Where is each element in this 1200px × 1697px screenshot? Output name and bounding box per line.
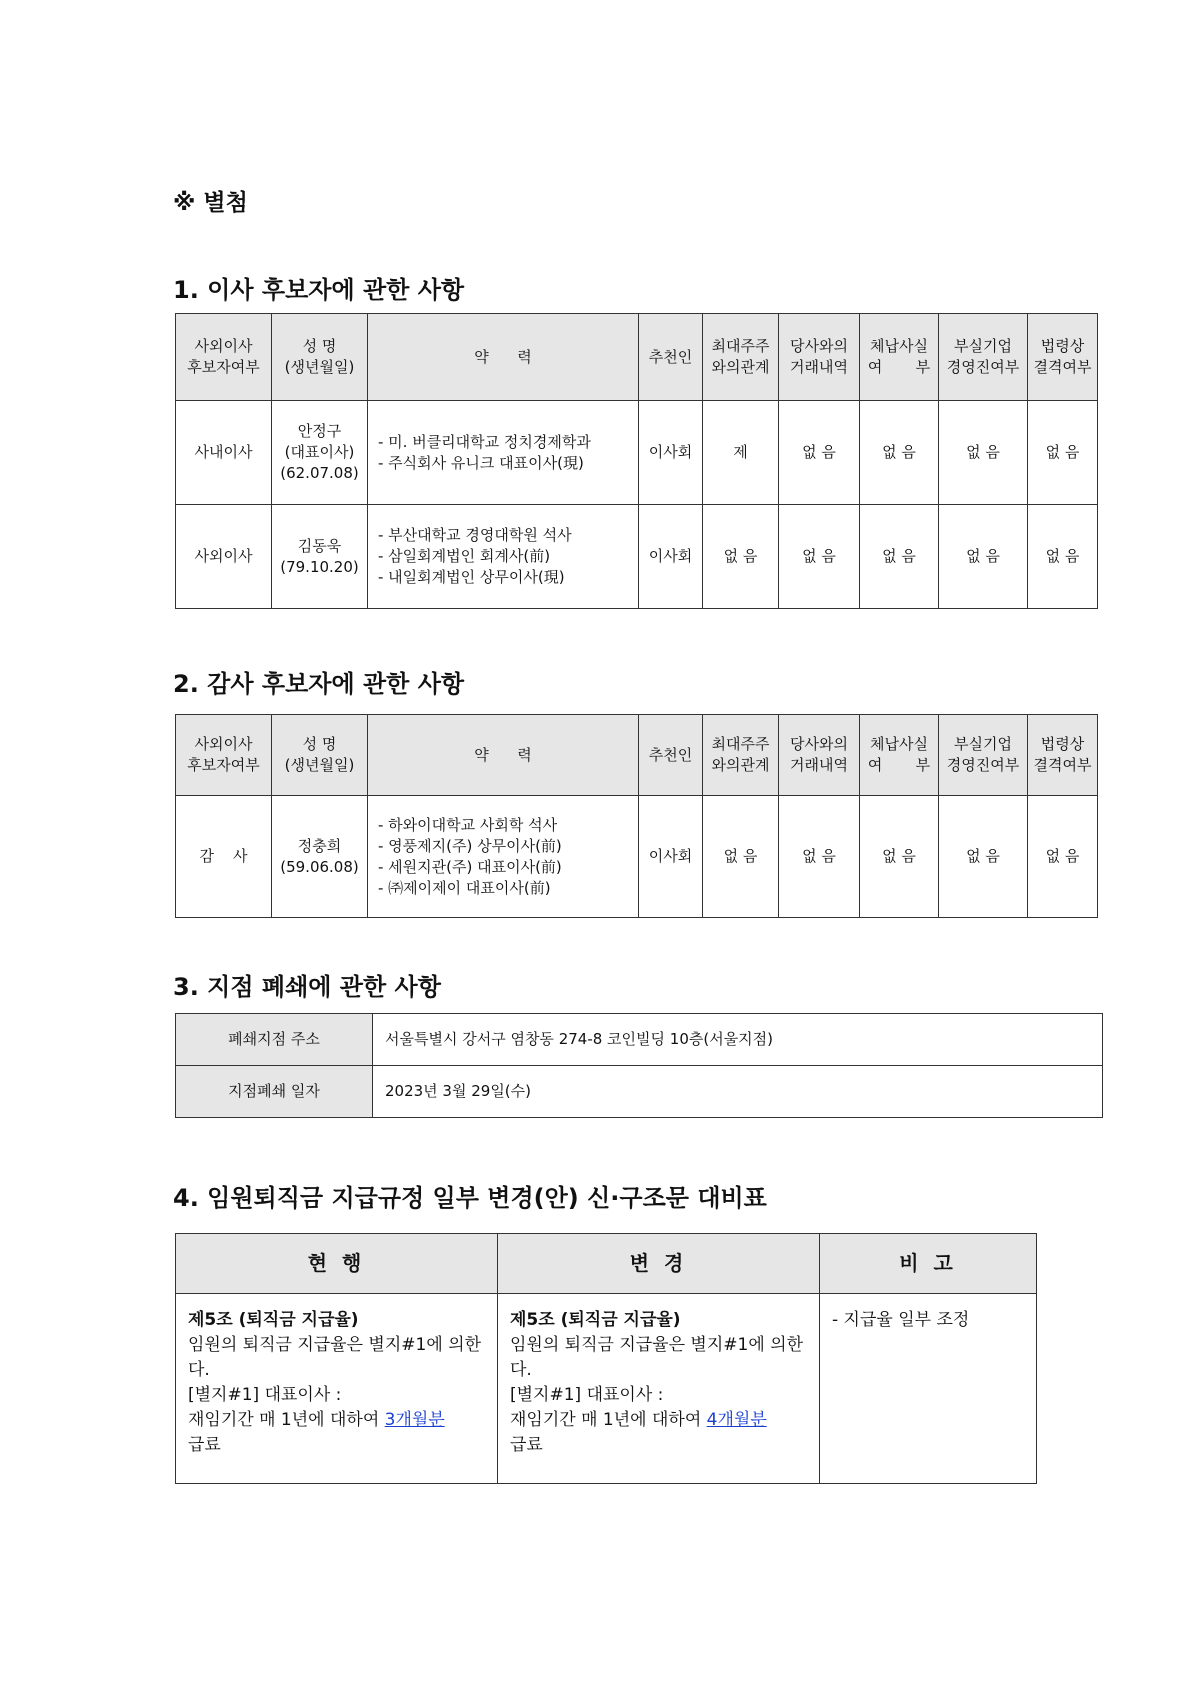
header-insolvent: 부실기업 경영진여부 [939,715,1028,796]
branch-address-value: 서울특별시 강서구 염창동 274-8 코인빌딩 10층(서울지점) [373,1014,1103,1066]
changed-value: 4개월분 [706,1410,767,1430]
header-arrears: 체납사실 여 부 [860,314,939,401]
article-title: 제5조 (퇴직금 지급율) [188,1310,359,1330]
clause-text: [별지#1] 대표이사 : [510,1385,664,1405]
candidate-type: 감 사 [176,796,272,918]
article-title: 제5조 (퇴직금 지급율) [510,1310,681,1330]
candidate-name: 안정구 (대표이사) (62.07.08) [272,401,368,505]
header-insolvent: 부실기업 경영진여부 [939,314,1028,401]
candidate-arrears: 없 음 [860,505,939,609]
clause-text: 재임기간 매 1년에 대하여 4개월분 [510,1410,767,1430]
candidate-recommender: 이사회 [639,796,703,918]
candidate-dealings: 없 음 [779,505,860,609]
clause-text: 임원의 퇴직금 지급율은 별지#1에 의한다. [188,1335,482,1380]
header-type: 사외이사 후보자여부 [176,715,272,796]
candidate-relation: 없 음 [703,796,779,918]
header-disqualify: 법령상 결격여부 [1028,715,1098,796]
header-disqualify: 법령상 결격여부 [1028,314,1098,401]
note-cell: - 지급율 일부 조정 [820,1294,1037,1484]
header-row [176,314,1098,401]
header-recommender: 추천인 [639,715,703,796]
header-row [176,1234,1037,1294]
candidate-name: 김동욱 (79.10.20) [272,505,368,609]
header-name: 성 명 (생년월일) [272,314,368,401]
header-career: 약 력 [368,314,639,401]
table-row [176,401,1098,505]
clause-text: 급료 [188,1435,221,1455]
candidate-type: 사외이사 [176,505,272,609]
candidate-career: - 부산대학교 경영대학원 석사 - 삼일회계법인 회계사(前) - 내일회계법인 상무이사(現) [368,505,639,609]
branch-date-label: 지점폐쇄 일자 [176,1066,373,1118]
header-relation: 최대주주 와의관계 [703,314,779,401]
candidate-relation: 없 음 [703,505,779,609]
section-3-title: 3. 지점 폐쇄에 관한 사항 [173,973,441,1001]
current-clause [176,1294,498,1484]
header-recommender: 추천인 [639,314,703,401]
changed-value: 3개월분 [384,1410,445,1430]
candidate-dealings: 없 음 [779,401,860,505]
candidate-disqualify: 없 음 [1028,796,1098,918]
candidate-insolvent: 없 음 [939,401,1028,505]
candidate-type: 사내이사 [176,401,272,505]
candidate-name: 정충희 (59.06.08) [272,796,368,918]
auditor-candidates-table [175,714,1098,918]
candidate-insolvent: 없 음 [939,505,1028,609]
header-arrears: 체납사실 여 부 [860,715,939,796]
header-changed: 변 경 [498,1234,820,1294]
table-row [176,1294,1037,1484]
candidate-insolvent: 없 음 [939,796,1028,918]
comparison-table [175,1233,1037,1484]
candidate-arrears: 없 음 [860,401,939,505]
header-dealings: 당사와의 거래내역 [779,715,860,796]
header-current: 현 행 [176,1234,498,1294]
header-dealings: 당사와의 거래내역 [779,314,860,401]
candidate-disqualify: 없 음 [1028,401,1098,505]
clause-text: 급료 [510,1435,543,1455]
table-row [176,796,1098,918]
branch-closure-table [175,1013,1103,1118]
changed-clause [498,1294,820,1484]
director-candidates-table [175,313,1098,609]
clause-text: 재임기간 매 1년에 대하여 3개월분 [188,1410,445,1430]
table-row [176,505,1098,609]
header-relation: 최대주주 와의관계 [703,715,779,796]
section-1-title: 1. 이사 후보자에 관한 사항 [173,276,465,304]
clause-text: 임원의 퇴직금 지급율은 별지#1에 의한다. [510,1335,804,1380]
candidate-recommender: 이사회 [639,505,703,609]
branch-address-label: 폐쇄지점 주소 [176,1014,373,1066]
section-4-title: 4. 임원퇴직금 지급규정 일부 변경(안) 신·구조문 대비표 [173,1184,767,1212]
candidate-career: - 미. 버클리대학교 정치경제학과 - 주식회사 유니크 대표이사(現) [368,401,639,505]
header-type: 사외이사 후보자여부 [176,314,272,401]
candidate-relation: 제 [703,401,779,505]
candidate-recommender: 이사회 [639,401,703,505]
header-name: 성 명 (생년월일) [272,715,368,796]
header-row [176,715,1098,796]
attachment-title: ※ 별첨 [173,190,248,216]
header-career: 약 력 [368,715,639,796]
table-row [176,1014,1103,1066]
candidate-arrears: 없 음 [860,796,939,918]
candidate-disqualify: 없 음 [1028,505,1098,609]
header-note: 비 고 [820,1234,1037,1294]
candidate-dealings: 없 음 [779,796,860,918]
clause-text: [별지#1] 대표이사 : [188,1385,342,1405]
candidate-career: - 하와이대학교 사회학 석사 - 영풍제지(주) 상무이사(前) - 세원지관(주) 대표이사(前) - ㈜제이제이 대표이사(前) [368,796,639,918]
table-row [176,1066,1103,1118]
section-2-title: 2. 감사 후보자에 관한 사항 [173,670,465,698]
branch-date-value: 2023년 3월 29일(수) [373,1066,1103,1118]
